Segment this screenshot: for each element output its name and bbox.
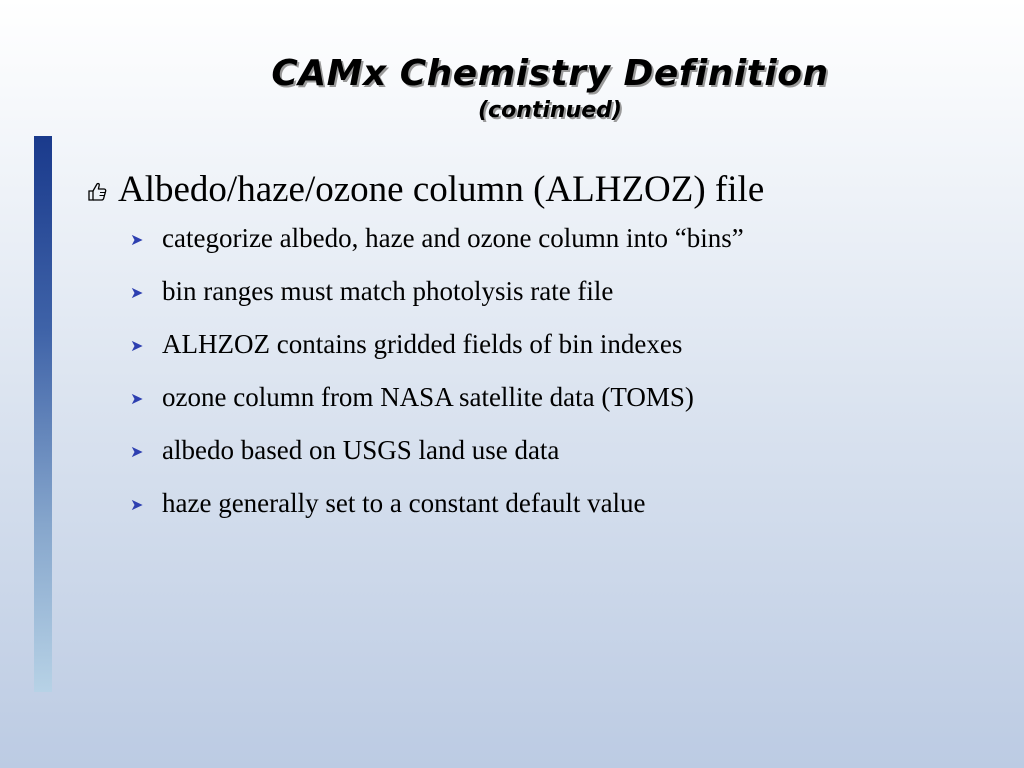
arrow-right-icon: ➤ bbox=[130, 442, 144, 461]
list-item-text: bin ranges must match photolysis rate file bbox=[162, 276, 614, 306]
arrow-right-icon: ➤ bbox=[130, 230, 144, 249]
list-item bbox=[130, 381, 986, 417]
list-item-text: haze generally set to a constant default value bbox=[162, 488, 646, 518]
accent-side-bar bbox=[34, 136, 52, 692]
sub-bullet-list bbox=[130, 222, 986, 523]
main-bullet-text: Albedo/haze/ozone column (ALHZOZ) file bbox=[118, 169, 765, 210]
thumbs-up-icon bbox=[86, 168, 108, 190]
arrow-right-icon: ➤ bbox=[130, 336, 144, 355]
slide-subtitle: (continued) bbox=[478, 98, 622, 123]
list-item bbox=[130, 275, 986, 311]
main-bullet bbox=[86, 166, 986, 214]
arrow-right-icon: ➤ bbox=[130, 283, 144, 302]
list-item-text: ozone column from NASA satellite data (TOMS) bbox=[162, 382, 694, 412]
arrow-right-icon: ➤ bbox=[130, 389, 144, 408]
list-item-text: categorize albedo, haze and ozone column into “bins” bbox=[162, 223, 744, 253]
list-item-text: ALHZOZ contains gridded fields of bin indexes bbox=[162, 329, 683, 359]
list-item bbox=[130, 328, 986, 364]
list-item-text: albedo based on USGS land use data bbox=[162, 435, 560, 465]
list-item bbox=[130, 487, 986, 523]
slide-title-block bbox=[0, 50, 1024, 124]
list-item bbox=[130, 434, 986, 470]
list-item bbox=[130, 222, 986, 258]
slide-title: CAMx Chemistry Definition bbox=[271, 53, 829, 94]
slide-content bbox=[86, 166, 986, 540]
arrow-right-icon: ➤ bbox=[130, 495, 144, 514]
